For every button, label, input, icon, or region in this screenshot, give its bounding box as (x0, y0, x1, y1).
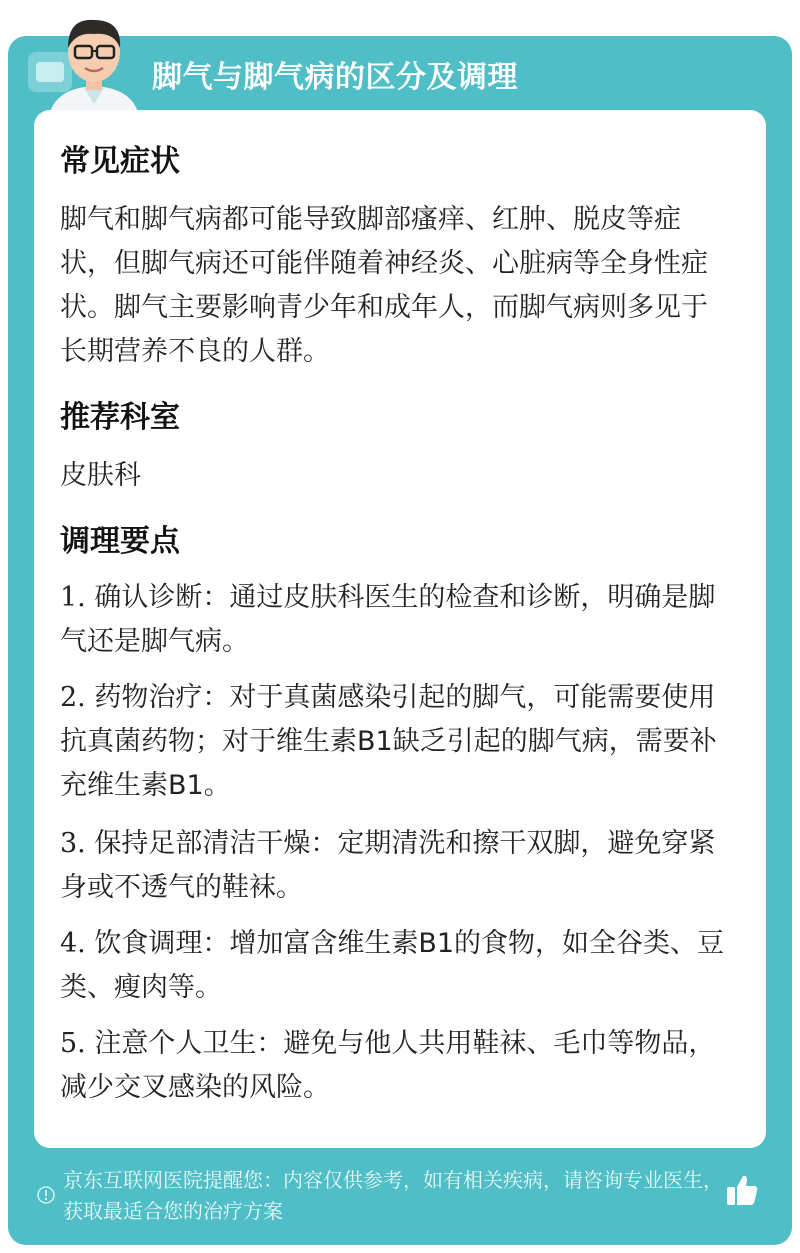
care-item-text: 药物治疗：对于真菌感染引起的脚气，可能需要使用抗真菌药物；对于维生素B1缺乏引起的脚气病，需要补充维生素B1。 (60, 682, 717, 801)
care-item-number: 1. (60, 582, 86, 613)
care-item-2 (60, 676, 730, 808)
care-item-text: 确认诊断：通过皮肤科医生的检查和诊断，明确是脚气还是脚气病。 (60, 582, 716, 657)
care-item-number: 4. (60, 928, 86, 959)
care-item-number: 2. (60, 682, 86, 713)
section-heading-symptoms: 常见症状 (60, 144, 180, 179)
care-item-3 (60, 822, 730, 910)
thumbs-up-icon[interactable] (724, 1172, 760, 1208)
department-text: 皮肤科 (60, 460, 141, 491)
section-heading-department: 推荐科室 (60, 400, 180, 435)
care-item-4 (60, 922, 730, 1010)
care-item-number: 5. (60, 1028, 86, 1059)
symptoms-text: 脚气和脚气病都可能导致脚部瘙痒、红肿、脱皮等症状，但脚气病还可能伴随着神经炎、心脏病等全身性症状。脚气主要影响青少年和成年人，而脚气病则多见于长期营养不良的人群。 (60, 204, 708, 367)
care-item-text: 注意个人卫生：避免与他人共用鞋袜、毛巾等物品，减少交叉感染的风险。 (60, 1028, 716, 1103)
content-card (34, 110, 766, 1148)
care-item-1 (60, 576, 730, 664)
page-title: 脚气与脚气病的区分及调理 (152, 60, 518, 95)
section-heading-care: 调理要点 (60, 524, 180, 559)
care-item-text: 保持足部清洁干燥：定期清洗和擦干双脚，避免穿紧身或不透气的鞋袜。 (60, 828, 716, 903)
care-item-5 (60, 1022, 730, 1110)
care-item-text: 饮食调理：增加富含维生素B1的食物，如全谷类、豆类、瘦肉等。 (60, 928, 725, 1003)
care-item-number: 3. (60, 828, 86, 859)
doctor-avatar-icon (28, 8, 158, 112)
info-icon (36, 1185, 56, 1205)
disclaimer-text: 京东互联网医院提醒您：内容仅供参考，如有相关疾病，请咨询专业医生，获取最适合您的治疗方案 (63, 1168, 723, 1223)
